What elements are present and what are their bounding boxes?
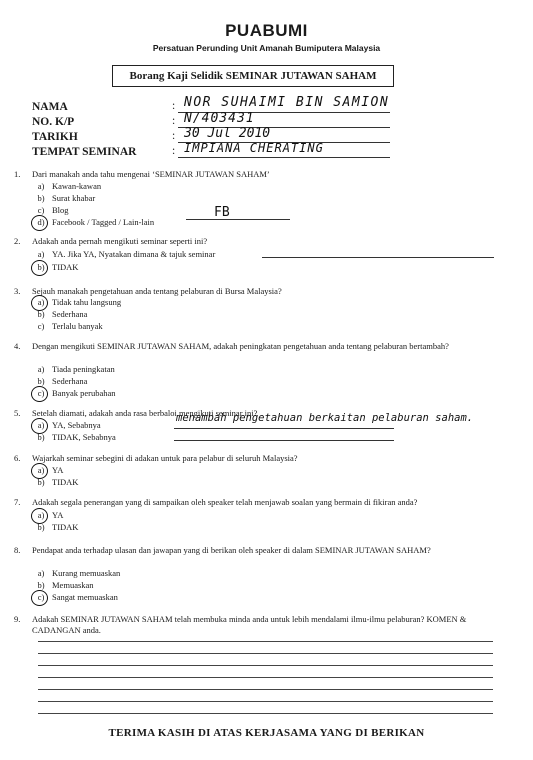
field-underline: [178, 157, 390, 158]
field-label-tarikh: TARIKH: [32, 131, 78, 143]
field-colon: :: [172, 145, 176, 157]
question-number: 8.: [14, 545, 21, 555]
field-value-nokp[interactable]: N/403431: [184, 111, 255, 126]
question-number: 9.: [14, 614, 21, 624]
question-text: Setelah diamati, adakah anda rasa berbaloi mengikuti seminar ini?: [32, 408, 258, 418]
org-subtitle: Persatuan Perunding Unit Amanah Bumiputera Malaysia: [152, 43, 381, 53]
question-text: Wajarkah seminar sebegini di adakan untuk para pelabur di seluruh Malaysia?: [32, 453, 298, 463]
field-colon: :: [172, 130, 176, 142]
field-value-nama[interactable]: NOR SUHAIMI BIN SAMION: [184, 95, 390, 110]
question-number: 1.: [14, 169, 21, 179]
field-colon: :: [172, 100, 176, 112]
comment-line[interactable]: [38, 677, 493, 678]
question-text: Pendapat anda terhadap ulasan dan jawapan yang di berikan oleh speaker di dalam SEMINAR JUTAWAN SAHAM?: [32, 545, 431, 555]
field-value-tempat[interactable]: IMPIANA CHERATING: [184, 141, 324, 155]
answer-line: [174, 440, 394, 441]
answer-line: [186, 219, 290, 220]
answer-5-handwritten[interactable]: menambah pengetahuan berkaitan pelaburan saham.: [176, 412, 474, 424]
question-number: 6.: [14, 453, 21, 463]
answer-1-handwritten[interactable]: FB: [214, 205, 230, 220]
form-title: Borang Kaji Selidik SEMINAR JUTAWAN SAHAM: [112, 65, 394, 87]
comment-line[interactable]: [38, 665, 493, 666]
question-text: Adakah segala penerangan yang di sampaikan oleh speaker telah menjawab soalan yang bermain di fikiran anda?: [32, 497, 418, 507]
question-text: Adakah SEMINAR JUTAWAN SAHAM telah membuka minda anda untuk lebih mendalami ilmu-ilmu pelaburan? KOMEN & CADANGAN anda.: [32, 614, 467, 635]
answer-line: [174, 428, 394, 429]
comment-line[interactable]: [38, 713, 493, 714]
question-number: 4.: [14, 341, 21, 351]
field-colon: :: [172, 115, 176, 127]
comment-line[interactable]: [38, 689, 493, 690]
comment-line[interactable]: [38, 653, 493, 654]
field-label-nama: NAMA: [32, 101, 68, 113]
question-text: Dengan mengikuti SEMINAR JUTAWAN SAHAM, adakah peningkatan pengetahuan anda tentang pelaburan bertambah?: [32, 341, 449, 351]
question-number: 7.: [14, 497, 21, 507]
comment-line[interactable]: [38, 701, 493, 702]
field-label-tempat: TEMPAT SEMINAR: [32, 146, 137, 158]
question-number: 5.: [14, 408, 21, 418]
question-text: Dari manakah anda tahu mengenai ‘SEMINAR JUTAWAN SAHAM’: [32, 169, 270, 179]
question-text: Adakah anda pernah mengikuti seminar seperti ini?: [32, 236, 208, 246]
question-text: Sejauh manakah pengetahuan anda tentang pelaburan di Bursa Malaysia?: [32, 286, 282, 296]
question-number: 3.: [14, 286, 21, 296]
field-label-nokp: NO. K/P: [32, 116, 75, 128]
question-number: 2.: [14, 236, 21, 246]
org-name: PUABUMI: [225, 21, 308, 40]
field-value-tarikh[interactable]: 30 Jul 2010: [184, 126, 271, 141]
footer-thanks: TERIMA KASIH DI ATAS KERJASAMA YANG DI BERIKAN: [108, 727, 425, 739]
comment-line[interactable]: [38, 641, 493, 642]
answer-line: [262, 257, 494, 258]
